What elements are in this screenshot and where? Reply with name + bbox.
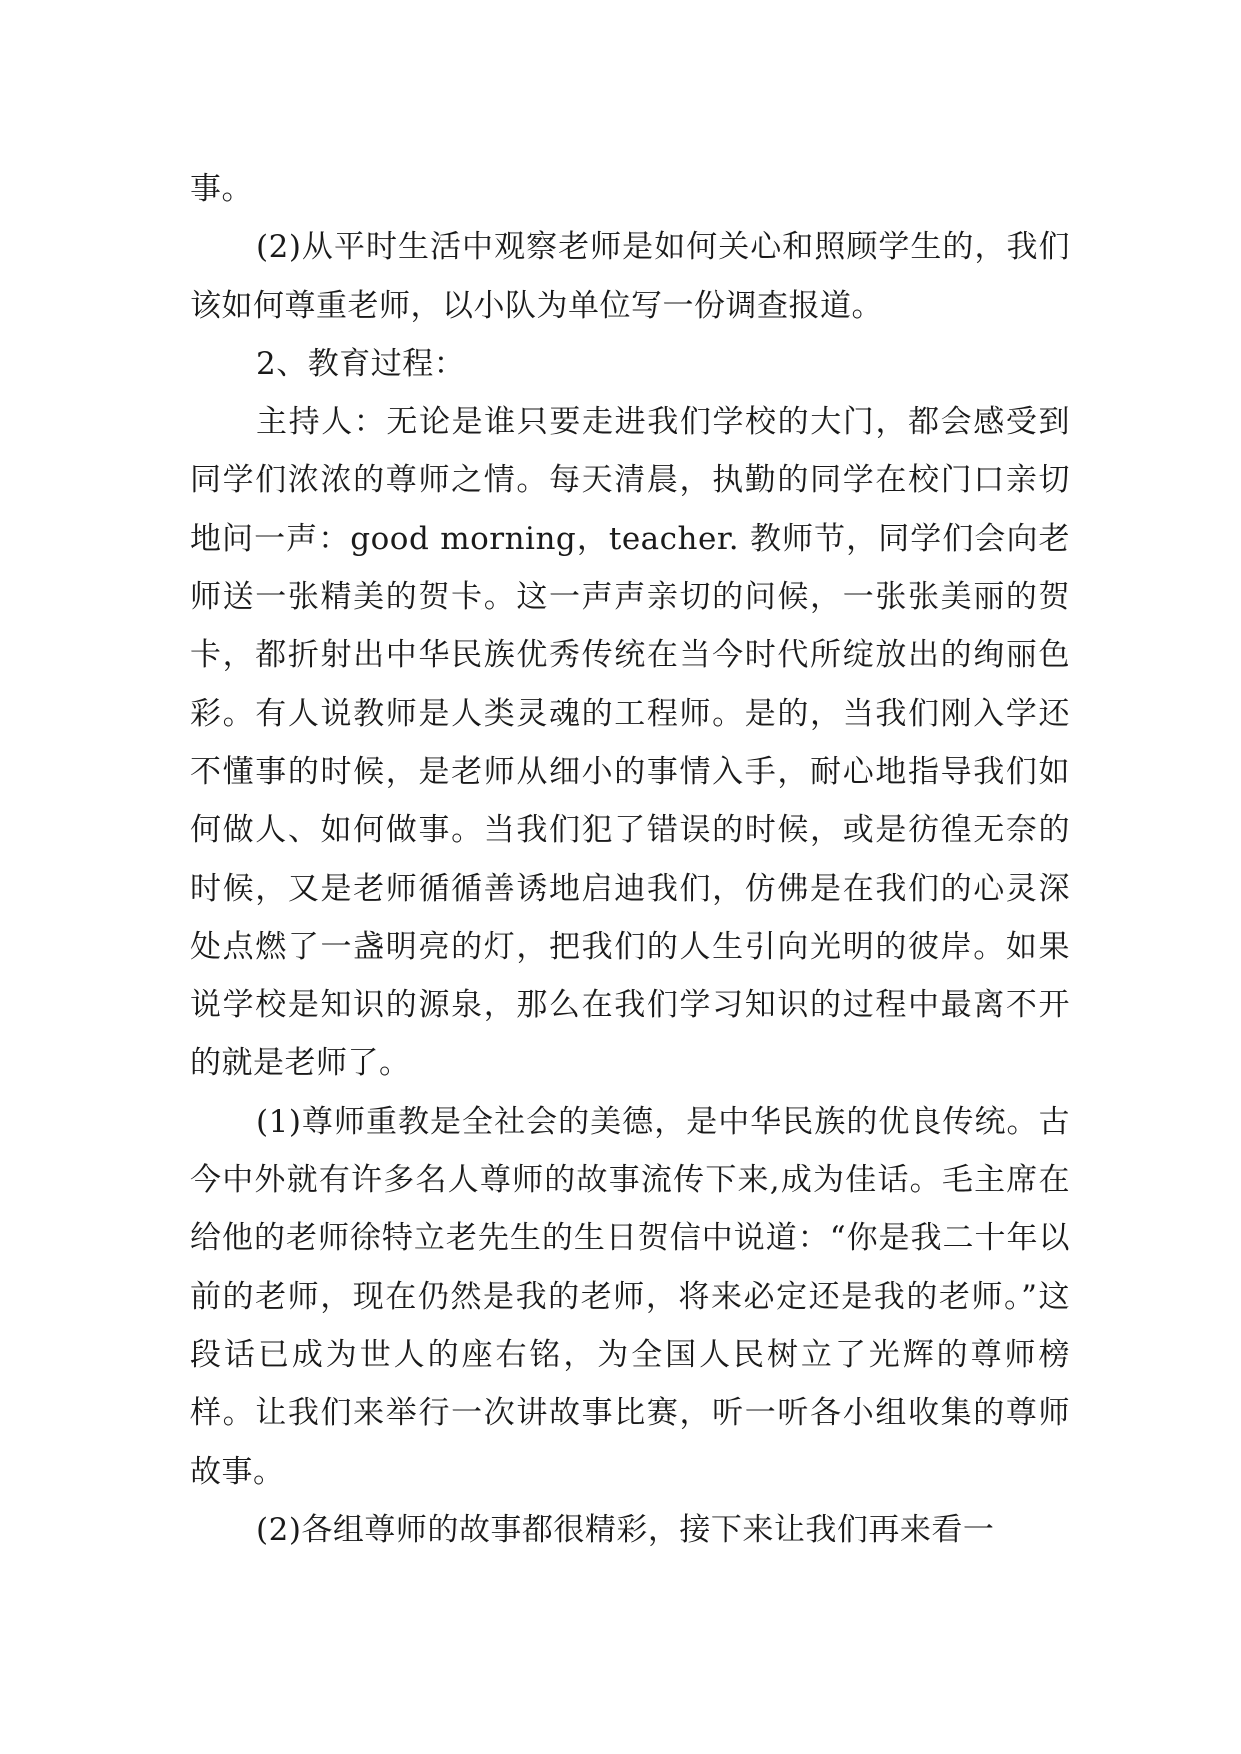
section-heading-education-process: 2、教育过程： xyxy=(256,345,466,382)
paragraph-continuation: 事。 xyxy=(190,171,253,207)
paragraph-survey-task: (2)从平时生活中观察老师是如何关心和照顾学生的，我们该如何尊重老师，以小队为单位写一份调查报道。 xyxy=(190,229,1070,324)
document-body xyxy=(190,160,1070,1559)
paragraph-respect-teachers: (1)尊师重教是全社会的美德，是中华民族的优良传统。古今中外就有许多名人尊师的故事流传下来,成为佳话。毛主席在给他的老师徐特立老先生的生日贺信中说道：“你是我二十年以前的老师，现在仍然是我的老师，将来必定还是我的老师。”这段话已成为世人的座右铭，为全国人民树立了光辉的尊师榜样。让我们来举行一次讲故事比赛，听一听各小组收集的尊师故事。 xyxy=(190,1103,1070,1490)
paragraph-host-speech: 主持人：无论是谁只要走进我们学校的大门，都会感受到同学们浓浓的尊师之情。每天清晨，执勤的同学在校门口亲切地问一声：good morning，teacher. 教师节，同学们会向老师送一张精美的贺卡。这一声声亲切的问候，一张张美丽的贺卡，都折射出中华民族优秀传统在当今时代所绽放出的绚丽色彩。有人说教师是人类灵魂的工程师。是的，当我们刚入学还不懂事的时候，是老师从细小的事情入手，耐心地指导我们如何做人、如何做事。当我们犯了错误的时候，或是彷徨无奈的时候，又是老师循循善诱地启迪我们，仿佛是在我们的心灵深处点燃了一盏明亮的灯，把我们的人生引向光明的彼岸。如果说学校是知识的源泉，那么在我们学习知识的过程中最离不开的就是老师了。 xyxy=(190,404,1070,1082)
paragraph-group-stories: (2)各组尊师的故事都很精彩，接下来让我们再来看一 xyxy=(256,1511,995,1548)
